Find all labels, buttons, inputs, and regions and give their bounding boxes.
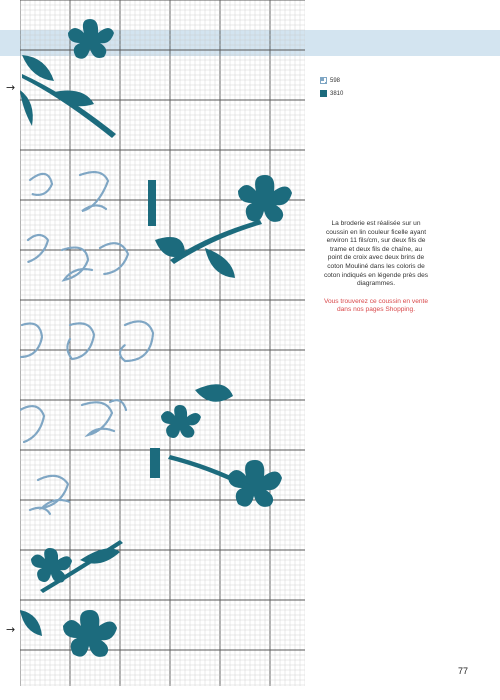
arrow-right-icon: → [6, 81, 16, 94]
arrow-right-icon: → [6, 623, 16, 636]
leaf-motif [20, 90, 33, 126]
teal-flowers [20, 19, 292, 657]
legend-item [320, 75, 360, 86]
chart-grid [20, 0, 305, 686]
leaf-motif [148, 180, 156, 226]
embroidery-description: La broderie est réalisée sur un coussin en lin couleur ficelle ayant environ 11 fils/cm, sur deux fils de trame et deux fils de chaîne, au point de croix avec deux brins de coton Mouliné dans les coloris de coton indiqués en légende près des diagrammes. [323, 220, 429, 288]
cross-stitch-chart [20, 0, 305, 686]
letter-motif [20, 406, 44, 442]
leaf-motif [150, 448, 160, 478]
shopping-promo: Vous trouverez ce coussin en vente dans nos pages Shopping. [323, 297, 429, 314]
leaf-motif [80, 548, 120, 563]
color-legend [320, 75, 360, 101]
legend-code: 3810 [330, 90, 344, 97]
letter-motif [100, 243, 128, 274]
info-text-block [322, 220, 430, 315]
legend-swatch-3810 [320, 90, 327, 97]
letter-motif [30, 174, 52, 195]
legend-item [320, 88, 360, 99]
leaf-motif [195, 384, 233, 402]
legend-code: 598 [330, 77, 341, 84]
page-number: 77 [458, 666, 469, 676]
leaf-motif [20, 610, 42, 636]
legend-swatch-598 [320, 77, 327, 84]
letter-motif [20, 324, 42, 358]
stem-motif [22, 74, 116, 138]
